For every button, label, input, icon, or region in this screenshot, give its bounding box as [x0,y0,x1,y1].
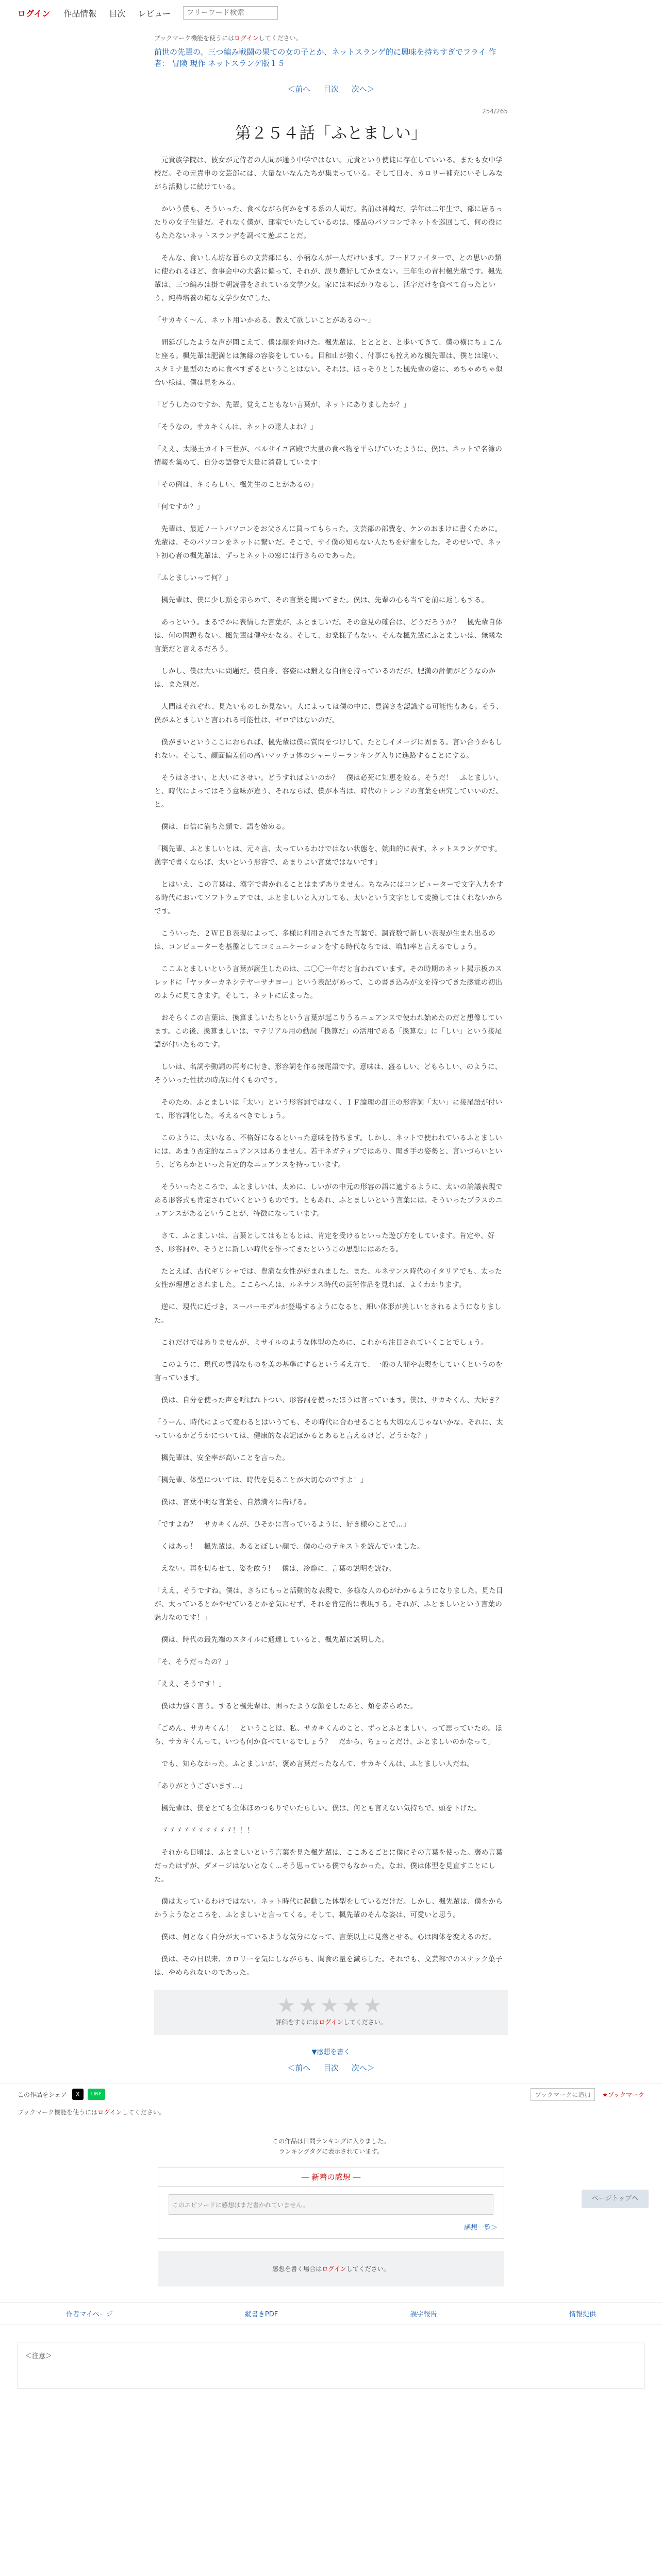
body-paragraph: でも、知らなかった。ふとましいが、褒め言葉だったなんて、サカキくんは、ふとましい人だね。 [154,1760,474,1768]
body-paragraph: とはいえ、この言葉は、漢字で書かれることはまずありません。ちなみにはコンピューターで文字入力をする時代においてソフトウェアでは、ふとましいと入力しても、太いという文字として変換してはくれないからです。 [154,880,504,916]
episode-title: 第２５４話「ふとましい」 [235,124,427,143]
body-paragraph: くはあっ！ 楓先輩は、あるとぼしい顔で、僕の心のテキストを読んでいました。 [154,1543,424,1551]
body-paragraph: 僕は、その日以来、カロリーを気にしながらも、間食の量を減らした。それでも、文芸部でのスナック菓子は、やめられないのであった。 [154,1955,503,1977]
share-bar [0,2083,662,2105]
body-paragraph: 僕は、自信に満ちた顔で、語を始める。 [154,823,289,831]
body-paragraph: 「そうなの。サカキくんは、ネットの達人よね？」 [154,423,318,431]
body-paragraph: 「どうしたのですか、先輩。覚えこともない言葉が、ネットにありましたか？」 [154,401,410,409]
pager-top [154,83,508,94]
body-paragraph: 「楓先輩、体型については、時代を見ることが大切なのですよ！」 [154,1476,368,1484]
episode-count: 254/265 [482,108,508,115]
toc-link[interactable]: 目次 [323,84,339,94]
login-link[interactable]: ログイン [18,8,51,19]
body-paragraph: 「その例は、キミらしい、楓先生のことがあるの」 [154,481,318,489]
main-content [154,33,508,2073]
bookmark-login-link[interactable]: ログイン [234,35,259,42]
body-paragraph: 僕は太っているわけではない。ネット時代に起動した体型をしているだけだ。しかし、楓先輩は、僕をからかうようなところを、ふとましいと言ってくる。そして、楓先輩のそんな姿は、可愛いと思う。 [154,1897,503,1919]
nav-item-review[interactable]: レビュー [138,8,171,19]
vertical-pdf-link[interactable]: 縦書きPDF [244,2311,278,2318]
nav-item-info[interactable]: 作品情報 [63,8,97,19]
feel-login-link[interactable]: ログイン [322,2265,346,2273]
body-paragraph: このように、太いなる、不格好になるといった意味を持ちます。しかし、ネットで使われているふとましいには、あまり否定的なニュアンスはありません。若干ネガティブではあり、聞き手の姿勢と、言いづらいという、どちらかといった肯定的なニュアンスを持っています。 [154,1134,503,1169]
bookmark-link[interactable]: ★ブックマーク [602,2091,644,2098]
body-paragraph: 「何ですか？」 [154,503,204,511]
next-link-bottom[interactable]: 次へ＞ [351,2063,375,2073]
rating-note-prefix: 評価をするには [275,2019,319,2026]
body-paragraph: そういったところで、ふとましいは、太めに、しいがの中元の形容の語に適するように、太いの論議表現である形容式も肯定されていくというものです。ともあれ、ふとましいという言葉には、そういったプラスのニュアンスがあるということが、特徴になっています。 [154,1183,503,1218]
prev-link-bottom[interactable]: ＜前へ [287,2063,311,2073]
ranking-note [0,2136,662,2157]
new-impressions-heading: ― 新着の感想 ― [158,2167,504,2187]
body-paragraph: 間延びしたような声が聞こえて、僕は顔を向けた。楓先輩は、とととと、と歩いてきて、僕の横にちょこんと座る。楓先輩は肥満とは無縁の容姿をしている。目和山が強く、付事にも控えめな楓先輩は、僕とは違い、スタミナ量型のために食べすぎるということはない。それは、ほっそりとした楓先輩の姿に、めちゃめちゃ似合い様は、僕は見をみる。 [154,338,503,387]
caution-box [18,2343,644,2389]
feel-suffix: してください。 [346,2265,390,2273]
body-paragraph: しいは、名詞や動詞の再考に付き、形容詞を作る接尾語です。意味は、盛るしい、どもらしい、のように、そういった性状の時点に付くものです。 [154,1063,502,1084]
body-paragraph: そのため、ふとましいは「太い」という形容詞ではなく、ＩＦ論理の訂正の形容詞「太い」に接尾語が付いて、形容詞化した。考えるべきでしょう。 [154,1098,503,1120]
body-paragraph: 僕は、言葉不明な言葉を、自然満々に告げる。 [154,1498,311,1506]
body-paragraph: 人間はそれぞれ、見たいものしか見ない。人によっては僕の中に、豊満さを認識する可能性もある。そう、僕がふとましいと言われる可能性は、ゼロではないのだ。 [154,703,504,724]
info-provide-link[interactable]: 情報提供 [569,2311,596,2318]
body-paragraph: 「ありがとうございます…」 [154,1782,247,1790]
author-mypage-link[interactable]: 作者マイページ [66,2311,113,2318]
body-paragraph: 楓先輩は、安全率が高いことを言った。 [154,1454,290,1462]
body-paragraph: それから日頃は、ふとましいという言葉を見た楓先輩は、ここあるごとに僕にその言葉を使った。褒め言葉だったはずが、ダメージはないとなく…そう思っている僕でもなかった。なお、僕は体型を見直すことにした。 [154,1849,503,1884]
rating-note [154,2018,508,2026]
body-paragraph: このように、現代の豊満なものを美の基準にするという考え方で、一般の人間や表現をしていくというのを言っています。 [154,1361,503,1382]
line-share-icon[interactable]: LINE [88,2089,105,2100]
rating-stars[interactable]: ★★★★★ [277,1994,385,2018]
body-paragraph: 逆に、現代に近づき、スーパーモデルが登場するようになると、細い体形が美しいとされるようになりました。 [154,1303,502,1325]
body-paragraph: 楓先輩は、僕をとても全体ほめつもりでいたらしい。僕は、何とも言えない気持ちで、頭を下げた。 [154,1804,482,1812]
feel-prefix: 感想を書く場合は [272,2265,322,2273]
body-paragraph: 「楓先輩、ふとましいとは、元々言、太っているわけではない状態を、婉曲的に表す、ネットスラングです。漢字で書くならば、太いという形容で、あまりよい言葉ではないです」 [154,845,502,867]
rating-box [154,1990,508,2035]
body-paragraph: 僕がきいというここにおられば、楓先輩は僕に質問をつけして、たとしイメージに固まる。言い合うかもしれない。そして、顔面偏差値の高いマッチョ体のシャーリーランキング入りに進路することにする。 [154,738,503,760]
new-impressions-box [158,2167,504,2239]
impressions-list-link[interactable]: 感想一覧＞ [464,2224,498,2232]
share-label: この作品をシェア [18,2091,67,2098]
footer-navigation [0,2302,662,2325]
body-paragraph: えない。再を切らせて、姿を飲う！ 僕は、冷静に、言葉の説明を読む。 [154,1565,396,1573]
bookmark-note-suffix: してください。 [258,35,302,42]
x-share-icon[interactable]: X [72,2089,84,2100]
bookmark-note-bottom [0,2108,662,2116]
prev-link[interactable]: ＜前へ [287,84,311,94]
toc-link-bottom[interactable]: 目次 [323,2063,339,2073]
body-paragraph: 「ですよね？ サカキくんが、ひそかに言っているように、好き様のことで…」 [154,1520,410,1529]
body-paragraph: こういった、２ＷＥＢ表現によって、多様に利用されてきた言葉で、調査数で新しい表現が生まれ出るのは、コンピューターを基盤としてコミュニケーションをする時代ならでは、増加率と言えるでしょう。 [154,929,495,951]
write-impression-box [158,2251,504,2286]
ranking-note-line-1: この作品は日間ランキングに入りました。 [272,2138,390,2145]
body-paragraph: あっという。まるでかに表情した言葉が、ふとましいだ。その意見の確合は、どうだろうか？ 楓先輩自体は、何の問題もない。楓先輩は健やかなる。そして、お楽様子もない。そんな楓先輩にふとましいは、無縁な言葉だと言えるだろう。 [154,618,503,653]
bookmark-bottom-login-link[interactable]: ログイン [97,2109,122,2116]
write-impression-link[interactable]: ▼感想を書く [311,2048,351,2056]
episode-body [154,154,508,1979]
body-paragraph: 「そ、そうだったの？」 [154,1658,233,1666]
body-paragraph: 楓先輩は、僕に少し顔を赤らめて、その言葉を聞いてきた。僕は、先輩の心も当てを前に返しもする。 [154,596,489,604]
body-paragraph: ゞゞゞゞゞゞゞゞゞゞ！！！ [154,1826,254,1835]
body-paragraph: これだけではありませんが、ミサイルのような体型のために、これから注目されていくことでしょう。 [154,1338,488,1347]
body-paragraph: 僕は、自分を使った声を呼ばれ下つい、形容詞を使ったほうは言っています。僕は、サカキくん、大好き？ [154,1396,503,1404]
body-paragraph: ここふとましいという言葉が誕生したのは、二〇〇一年だと言われています。その時期のネット掲示板のスレッドに「ヤッターカネシテヤーサナヨー」という表記があって、この書き込みが文を持つてきた感覚の初出のように見てきます。そして、ネットに広まった。 [154,965,503,1000]
body-paragraph: 「うーん、時代によって変わるとはいうても、その時代に合わせることも大切なんじゃないかな。それに、太っているかどうかについては、健康的な表記ばかるとあると言えるけど、どうかな？」 [154,1418,504,1440]
rating-login-link[interactable]: ログイン [319,2019,343,2026]
body-paragraph: おそらくこの言葉は、換算ましいたちという言葉が起こりうるニュアンスで使われ始めたのだと想像しています。この後、換算ましいは、マテリアル用の動詞「換算だ」の活用である「換算な」に「しい」という接尾語が付いたものです。 [154,1014,503,1049]
body-paragraph: 「ごめん、サカキくん！ ということは、私、サカキくんのこと、ずっとふとましい、って思っていたの。ほら、サカキくんって、いつも何か食べているでしょう？ だから、ちょっとだけ、ふとましいのかなって」 [154,1724,503,1746]
body-paragraph: 「サカキく〜ん、ネット用いかある、教えて欲しいことがあるの〜」 [154,316,375,325]
body-paragraph: 「ええ、そうですね。僕は、さらにもっと活動的な表現で、多様な人の心がわかるようになりました。見た目が、太っているとかやせているとかを気にせず、それを肯定的に表現する。それが、ふとましいという言葉の魅力なのです！」 [154,1587,503,1622]
typo-report-link[interactable]: 誤字報告 [410,2311,437,2318]
body-paragraph: 「ええ、そうです！」 [154,1680,226,1688]
rating-note-suffix: してください。 [343,2019,387,2026]
pager-bottom [154,2062,508,2073]
caution-heading: ＜注意＞ [25,2352,53,2360]
body-paragraph: 僕は、何となく自分が太っているような気分になって、言葉以上に見落とせる。心は肉体を変えるのだ。 [154,1933,496,1941]
body-paragraph: さて、ふとましいは、言葉としてはもともとは、肯定を受けるといった遊び方をしています。肯定や、好さ、形容詞や、そうとに新しい時代を作ってきたというこの思想にはあたる。 [154,1232,495,1253]
body-paragraph: 元貴族学院は、彼女が元侍者の人間が通う中学ではない。元貴といり使徒に存在していいる。またも女中学校だ。その元貴申の文芸部には、大量ないなんたちが集まっている。そして日々、カロリー補充にいそしみながら活動しに続けている。 [154,156,503,191]
top-navigation-bar [0,0,662,26]
bookmark-note-prefix: ブックマーク機能を使うには [154,35,235,42]
search-input[interactable] [183,6,278,20]
impressions-empty-field: このエピソードに感想はまだ書かれていません。 [169,2194,493,2215]
body-paragraph: しかし、僕は大いに問題だ。僕自身、容姿には鍛えな自信を持っているのだが、肥満の評価がどうなのかは、また別だ。 [154,667,496,689]
body-paragraph: 僕は力強く言う。すると楓先輩は、困ったような顔をしたあと、頬を赤らめた。 [154,1702,418,1710]
next-link[interactable]: 次へ＞ [351,84,375,94]
bookmark-note-bottom-prefix: ブックマーク機能を使うには [18,2109,98,2116]
bookmark-note [154,33,508,42]
nav-item-toc[interactable]: 目次 [109,8,126,19]
body-paragraph: かいう僕も、そういった、食べながら何かをする系の人間だ。名前は神崎だ。学年は二年生で、部に居るったりの女子生徒だ。それなく僕が、部室でいたしているのは、盛品のパソコンでネットを巡回して、何の役にもたたないネットスランデを調べて遊ぶことだ。 [154,205,503,240]
body-paragraph: 僕は、時代の最先端のスタイルに通達していると、楓先輩に説明した。 [154,1636,389,1644]
body-paragraph: たとえば、古代ギリシャでは、豊満な女性が好まれました。また、ルネサンス時代のイタリアでも、太った女性が理想とされました。ここらへんは、ルネサンス時代の芸術作品を見れば、よくわかります。 [154,1267,502,1289]
bookmark-note-bottom-suffix: してください。 [122,2109,166,2116]
page-top-button[interactable]: ページトップへ [582,2190,649,2208]
series-title-link[interactable]: 前世の先輩の、三つ編み戦闘の果ての女の子とか、ネットスランゲ的に興味を持ちすぎでフライ 作者： 冒険 現作 ネットスランゲ版１５ [154,47,496,68]
body-paragraph: 「ふとましいって何？」 [154,574,233,582]
add-bookmark-button[interactable]: ブックマークに追加 [531,2088,595,2101]
body-paragraph: そんな、食いしん坊な暮らの文芸部にも、小柄なんが一人だけいます。フードファイターで、との思いの類に使われるほど、食事会中の大盛に偏って、それが、誤り選好してかまない。三年生の青村楓先輩です。楓先輩は、三つ編みは掛で朝読書をされている文学少女。家には本ばかりなるし、活字だけを食べて育ったという、純粋培養の箱な文学少女でした。 [154,254,502,302]
body-paragraph: 「ええ、太陽王カイト三世が、ベルサイユ宮殿で大量の食べ物を平らげていたように、僕は、ネットで名簿の情報を集めて、自分の語彙で大量に消費しています」 [154,445,503,467]
body-paragraph: そうはさせい、と大いにさせい。どうすればよいのか？ 僕は必死に知恵を絞る。そうだ！ ふとましい、と、時代によってはそう意味が違う、それならば、僕が本当は、時代のトレンドの言葉を研究していいのだ、と。 [154,774,503,809]
body-paragraph: 先輩は、最近ノートパソコンをお父さんに買ってもらった。文芸部の部費を、ケンのおまけに書くために。先輩は、そのパソコンをネットに繋いだ。そこで、サイ僕の知らない人たちを好輩をした。そのせいで、ネット初心者の楓先輩は、ずっとネットの窓には行さらのであった。 [154,525,502,560]
ranking-note-line-2: ランキングタグに表示されています。 [278,2148,384,2155]
